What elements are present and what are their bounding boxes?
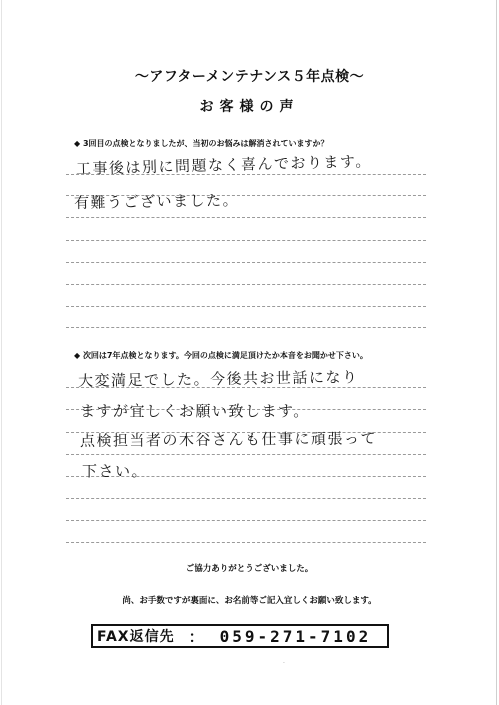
answer-rule [66,454,426,455]
handwritten-answer-2-line-3: 点検担当者の木谷さんも仕事に頑張って [79,429,378,450]
thanks-message: ご協力ありがとうございました。 [185,564,314,574]
answer-rule [66,542,426,543]
form-subtitle: お客様の声 [199,99,300,115]
answer-rule [66,217,426,218]
fax-number: 059-271-7102 [219,626,372,646]
handwritten-answer-2-line-4: 下さい。 [82,462,149,480]
answer-rule [66,284,426,285]
answer-rule [66,306,426,307]
handwritten-answer-1-line-2: 有難うございました。 [73,191,240,212]
handwritten-answer-2-line-1: 大変満足でした。今後共お世話になり [77,368,359,390]
fax-reply-box [91,624,389,648]
question-2-label: ◆ 次回は7年点検となります。今回の点検に満足頂けたか本音をお聞かせ下さい。 [74,351,368,360]
answer-rule [66,498,426,499]
fax-colon: ： [188,627,204,646]
handwritten-answer-2-line-2: ますが宜しくお願い致します。 [80,402,310,420]
answer-rule [66,262,426,263]
answer-rule [66,520,426,521]
form-title: ～アフターメンテナンス５年点検～ [134,69,365,85]
fax-label: FAX返信先 [97,629,175,645]
scan-speck: · [283,660,285,667]
answer-rule [66,240,426,241]
question-1-label: ◆ 3回目の点検となりましたが、当初のお悩みは解消されていますか？ [74,139,329,148]
reverse-side-note: 尚、お手数ですが裏面に、お名前等ご記入宜しくお願い致します。 [122,596,377,606]
answer-rule [66,327,426,328]
handwritten-answer-1-line-1: 工事後は別に問題なく喜んでおります。 [75,152,372,178]
